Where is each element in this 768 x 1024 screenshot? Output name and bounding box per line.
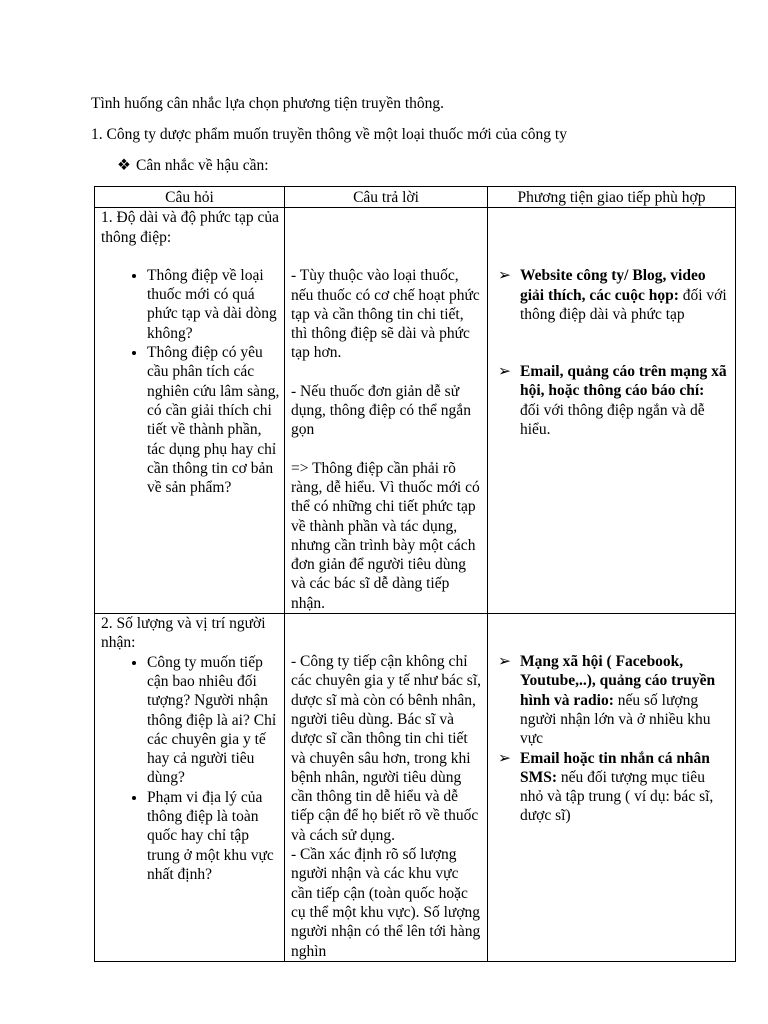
media-item xyxy=(494,749,731,826)
media-name: Email, quảng cáo trên mạng xã hội, hoặc thông cáo báo chí: xyxy=(520,363,727,400)
media-cell xyxy=(488,614,736,962)
case-title: 1. Công ty dược phẩm muốn truyền thông về một loại thuốc mới của công ty xyxy=(91,126,567,143)
media-cell xyxy=(488,208,736,614)
answer-paragraph: - Tùy thuộc vào loại thuốc, nếu thuốc có cơ chế hoạt phức tạp và cần thông tin chi tiết, thì thông điệp sẽ dài và phức tạp hơn. xyxy=(291,267,480,362)
question-title: 2. Số lượng và vị trí người nhận: xyxy=(101,615,266,652)
subheading-line xyxy=(117,156,269,175)
header-media: Phương tiện giao tiếp phù hợp xyxy=(488,187,736,208)
question-bullet: • Thông điệp về loại thuốc mới có quá phức tạp và dài dòng không? xyxy=(147,266,280,343)
table-header-row xyxy=(95,187,736,208)
answer-cell xyxy=(285,614,488,962)
answer-paragraph: - Công ty tiếp cận không chỉ các chuyên gia y tế như bác sĩ, dược sĩ mà còn có bênh nhân, người tiêu dùng. Bác sĩ và dược sĩ cần thông tin chi tiết và chuyên sâu hơn, trong khi bệnh nhân, người tiêu dùng cần thông tin dễ hiểu và dễ tiếp cận để họ biết rõ về thuốc và cách sử dụng. xyxy=(291,653,482,844)
question-title: 1. Độ dài và độ phức tạp của thông điệp: xyxy=(101,209,279,246)
question-bullet: • Thông điệp có yêu cầu phân tích các nghiên cứu lâm sàng, có cần giải thích chi tiết về thành phần, tác dụng phụ hay chỉ cần thông tin cơ bản về sản phẩm? xyxy=(147,343,280,497)
media-name: Email hoặc tin nhắn cá nhân SMS: xyxy=(520,749,710,786)
media-note: nếu số lượng người nhận lớn và ở nhiều khu vực xyxy=(520,691,711,748)
intro-line: Tình huống cân nhắc lựa chọn phương tiện truyền thông. xyxy=(91,95,445,112)
answer-paragraph: - Nếu thuốc đơn giản dễ sử dụng, thông điệp có thể ngắn gọn xyxy=(291,382,471,439)
subheading-text: Cân nhắc về hậu cần: xyxy=(136,157,269,174)
arrow-bullet-icon: ➢ xyxy=(498,653,511,671)
arrow-bullet-icon: ➢ xyxy=(498,749,511,767)
arrow-bullet-icon: ➢ xyxy=(498,363,511,381)
header-answer: Câu trả lời xyxy=(285,187,488,208)
media-list xyxy=(494,266,731,439)
media-note: đối với thông điệp dài và phức tạp xyxy=(520,286,727,323)
media-list xyxy=(494,652,731,826)
question-bullets xyxy=(101,653,280,885)
media-item xyxy=(494,652,731,748)
diamond-bullet-icon: ❖ xyxy=(117,157,131,174)
media-note: nếu đối tượng mục tiêu nhỏ và tập trung ( ví dụ: bác sĩ, dược sĩ) xyxy=(520,768,714,825)
media-item xyxy=(494,266,731,324)
answer-cell xyxy=(285,208,488,614)
table-row xyxy=(95,208,736,614)
header-question: Câu hỏi xyxy=(95,187,285,208)
table-row xyxy=(95,614,736,962)
question-bullet: • Công ty muốn tiếp cận bao nhiêu đối tượng? Người nhận thông điệp là ai? Chỉ các chuyên gia y tế hay cả người tiêu dùng? xyxy=(147,653,280,788)
logistics-table xyxy=(94,186,736,962)
question-bullets xyxy=(101,266,280,498)
media-name: Website công ty/ Blog, video giải thích, các cuộc họp: xyxy=(520,267,706,304)
media-name: Mạng xã hội ( Facebook, Youtube,..), quảng cáo truyền hình và radio: xyxy=(520,653,716,709)
media-note: đối với thông điệp ngắn và dễ hiểu. xyxy=(520,401,705,439)
arrow-bullet-icon: ➢ xyxy=(498,267,511,285)
answer-paragraph: - Cần xác định rõ số lượng người nhận và các khu vực cần tiếp cận (toàn quốc hoặc cụ thể một khu vực). Số lượng người nhận có thể lên tới hàng nghìn xyxy=(291,846,481,960)
question-bullet: • Phạm vi địa lý của thông điệp là toàn quốc hay chỉ tập trung ở một khu vực nhất định? xyxy=(147,788,280,884)
media-item xyxy=(494,362,731,439)
question-cell xyxy=(95,614,285,962)
question-cell xyxy=(95,208,285,614)
answer-paragraph: => Thông điệp cần phải rõ ràng, dễ hiểu. Vì thuốc mới có thể có những chi tiết phức tạp về thành phần và tác dụng, nhưng cần trình bày một cách đơn giản để người tiêu dùng và các bác sĩ dễ dàng tiếp nhận. xyxy=(291,459,480,612)
